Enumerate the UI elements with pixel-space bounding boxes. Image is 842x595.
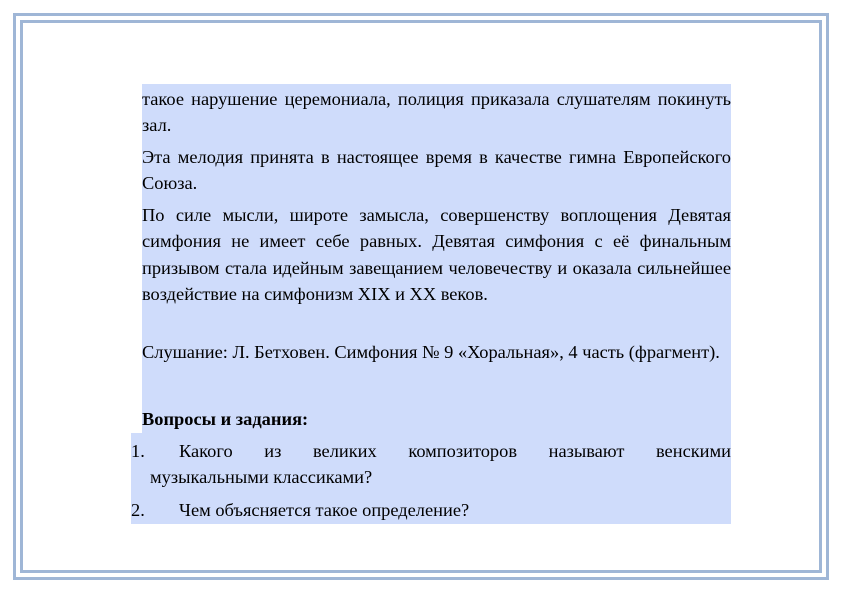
questions-heading: Вопросы и задания: <box>142 404 731 434</box>
list-item-text-line-1: Какого из великих композиторов называют венскими <box>179 441 731 461</box>
text-content-block <box>142 84 731 405</box>
list-item-number: 2. <box>131 500 145 520</box>
list-item <box>131 438 731 491</box>
paragraph-2: Эта мелодия принята в настоящее время в качестве гимна Европейского Союза. <box>142 147 731 194</box>
list-item-text: Чем объясняется такое определение? <box>179 500 470 520</box>
paragraph-4: Слушание: Л. Бетховен. Симфония № 9 «Хоральная», 4 часть (фрагмент). <box>142 342 720 362</box>
list-item-text-line-2: музыкальными классиками? <box>150 467 373 488</box>
list-item-text <box>131 438 731 491</box>
paragraph-3: По силе мысли, широте замысла, совершенству воплощения Девятая симфония не имеет себе равных. Девятая симфония с её финальным призывом стала идейным завещанием человечеству и оказала сильнейшее воздействие на симфонизм XIX и XX веков. <box>142 205 731 304</box>
paragraph-1: такое нарушение церемониала, полиция приказала слушателям покинуть зал. <box>142 89 731 136</box>
questions-list <box>131 433 731 524</box>
list-item-number: 1. <box>131 441 145 461</box>
